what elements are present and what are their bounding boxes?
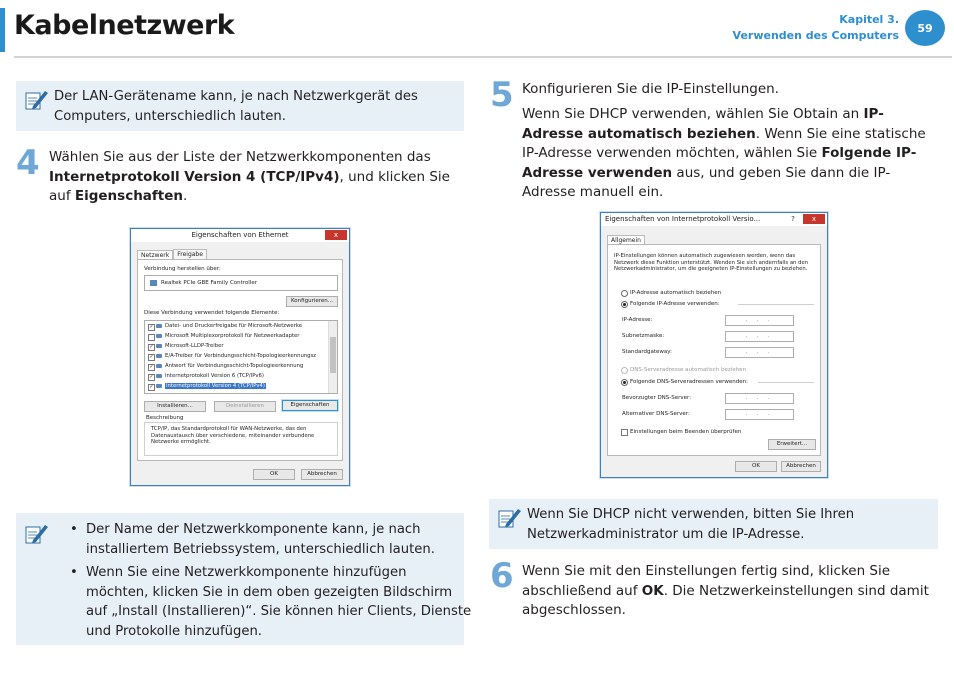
- checkbox[interactable]: ✓: [149, 373, 154, 380]
- list-item[interactable]: [145, 321, 337, 331]
- note-box-lan-name: [16, 81, 464, 131]
- subnet-mask-input[interactable]: . . .: [725, 331, 794, 342]
- ok-button[interactable]: OK: [735, 461, 777, 472]
- list-item-label: Internetprotokoll Version 6 (TCP/IPv6): [165, 373, 264, 379]
- component-icon: [156, 364, 162, 368]
- description-group: [144, 422, 338, 456]
- validate-label: Einstellungen beim Beenden überprüfen: [630, 429, 742, 435]
- group-divider: [758, 382, 814, 383]
- description-label: Beschreibung: [146, 415, 184, 421]
- note-pencil-icon: [23, 87, 49, 113]
- step-4-text: [49, 148, 464, 207]
- dialog-titlebar: [601, 213, 827, 226]
- note-pencil-icon: [496, 505, 522, 531]
- list-item-label: Microsoft Multiplexorprotokoll für Netzwerkadapter: [165, 333, 300, 339]
- auto-dns-label: DNS-Serveradresse automatisch beziehen: [630, 367, 747, 373]
- header-divider: [14, 56, 952, 58]
- note-bullet-list: [70, 520, 472, 645]
- list-item[interactable]: [145, 341, 337, 351]
- radio-manual-dns[interactable]: [621, 379, 628, 386]
- auto-ip-label: IP-Adresse automatisch beziehen: [630, 290, 722, 296]
- step-6-text: [522, 562, 937, 621]
- preferred-dns-label: Bevorzugter DNS-Server:: [622, 395, 692, 401]
- ip-address-input[interactable]: . . .: [725, 315, 794, 326]
- step-6-text-b: . Die Netzwerkeinstellungen sind damit abgeschlossen.: [522, 582, 929, 618]
- list-item-label: Internetprotokoll Version 4 (TCP/IPv4): [166, 383, 265, 389]
- install-button[interactable]: Installieren...: [144, 401, 206, 412]
- component-icon: [156, 374, 162, 378]
- description-text: TCP/IP, das Standardprotokoll für WAN-Netzwerke, das den Datenaustausch über verschiedene, miteinander verbundene Netzwerke ermöglicht.: [151, 426, 315, 445]
- help-button[interactable]: ?: [791, 215, 795, 223]
- step-4-bold-b: Eigenschaften: [74, 188, 184, 204]
- chapter-name: Verwenden des Computers: [732, 29, 899, 42]
- tab-strip: [137, 249, 207, 259]
- component-icon: [156, 334, 162, 338]
- list-item: • Wenn Sie eine Netzwerkkomponente hinzufügen möchten, klicken Sie in dem oben gezeigten Bildschirm auf „Install (Installieren)“. Sie können hier Clients, Dienste und Protokolle hinzufügen.: [86, 563, 472, 641]
- list-item-label: Microsoft-LLDP-Treiber: [165, 343, 224, 349]
- step-5-bold-a: IP-Adresse automatisch beziehen: [522, 106, 884, 142]
- step-4-text-a: Wählen Sie aus der Liste der Netzwerkkomponenten das: [49, 149, 431, 165]
- component-icon: [156, 354, 162, 358]
- step-5-intro: Konfigurieren Sie die IP-Einstellungen.: [522, 81, 779, 97]
- uninstall-button[interactable]: Deinstallieren: [214, 401, 276, 412]
- tab-allgemein[interactable]: Allgemein: [607, 235, 645, 245]
- list-item[interactable]: [145, 331, 337, 341]
- configure-button[interactable]: Konfigurieren...: [286, 296, 338, 307]
- ok-button[interactable]: OK: [253, 469, 295, 480]
- radio-auto-ip[interactable]: [621, 290, 628, 297]
- items-list-label: Diese Verbindung verwendet folgende Elemente:: [144, 310, 280, 316]
- step-5-bold-b: Folgende IP-Adresse verwenden: [522, 145, 917, 181]
- dialog-title: Eigenschaften von Ethernet: [191, 231, 289, 239]
- list-item-label: Datei- und Druckerfreigabe für Microsoft-Netzwerke: [165, 323, 302, 329]
- note-box-dhcp: [489, 499, 938, 549]
- dialog-titlebar: [131, 229, 349, 242]
- step-4-bold-a: Internetprotokoll Version 4 (TCP/IPv4): [49, 168, 340, 185]
- step-4-text-b: , und klicken Sie auf: [49, 168, 450, 204]
- checkbox[interactable]: ✓: [149, 353, 154, 360]
- note-text: Der LAN-Gerätename kann, je nach Netzwerkgerät des Computers, unterschiedlich lauten.: [54, 89, 418, 124]
- checkbox[interactable]: ✓: [149, 363, 154, 370]
- ip-address-label: IP-Adresse:: [622, 317, 653, 323]
- step-5-text-c: aus, und geben Sie dann die IP-Adresse manuell ein.: [522, 164, 891, 200]
- chapter-label: [733, 12, 899, 44]
- alternate-dns-label: Alternativer DNS-Server:: [622, 411, 690, 417]
- page-title: Kabelnetzwerk: [14, 10, 235, 41]
- page-number-badge: 59: [905, 10, 945, 46]
- component-icon: [156, 344, 162, 348]
- note-pencil-icon: [23, 521, 49, 547]
- group-divider: [738, 304, 814, 305]
- tab-panel-netzwerk: [137, 259, 343, 461]
- list-item[interactable]: [145, 351, 337, 361]
- step-4-text-c: .: [183, 188, 188, 204]
- validate-checkbox[interactable]: [621, 429, 628, 436]
- checkbox[interactable]: ✓: [149, 323, 154, 330]
- network-adapter-icon: [150, 280, 157, 286]
- subnet-mask-label: Subnetzmaske:: [622, 333, 665, 339]
- step-number-5: 5: [490, 75, 514, 115]
- step-5-text-b: . Wenn Sie eine statische IP-Adresse verwenden möchten, wählen Sie: [522, 125, 926, 161]
- adapter-name: Realtek PCIe GBE Family Controller: [161, 280, 258, 286]
- step-5-text: [522, 105, 937, 203]
- list-item-label: Antwort für Verbindungsschicht-Topologieerkennung: [165, 363, 304, 369]
- info-text: IP-Einstellungen können automatisch zugewiesen werden, wenn das Netzwerk diese Funktion unterstützt. Wenden Sie sich andernfalls an den Netzwerkadministrator, um die geeigneten IP-Einstellungen zu beziehen.: [614, 253, 809, 272]
- list-item[interactable]: [145, 371, 337, 381]
- close-button[interactable]: x: [325, 230, 347, 240]
- list-item-selected[interactable]: [145, 381, 337, 391]
- gateway-input[interactable]: . . .: [725, 347, 794, 358]
- radio-manual-ip[interactable]: [621, 301, 628, 308]
- step-6-bold-a: OK: [641, 582, 664, 599]
- connect-using-label: Verbindung herstellen über:: [144, 266, 221, 272]
- list-item: • Der Name der Netzwerkkomponente kann, je nach installiertem Betriebssystem, unterschiedlich lauten.: [86, 520, 472, 559]
- ethernet-properties-dialog: [130, 228, 350, 486]
- list-item-label: E/A-Treiber für Verbindungsschicht-Topologieerkennungsz: [165, 353, 317, 359]
- tab-freigabe[interactable]: Freigabe: [173, 249, 207, 259]
- chapter-number: Kapitel 3.: [839, 13, 899, 26]
- step-number-6: 6: [490, 556, 514, 596]
- alternate-dns-input[interactable]: . . .: [725, 409, 794, 420]
- cancel-button[interactable]: Abbrechen: [301, 469, 343, 480]
- component-icon: [156, 324, 162, 328]
- properties-button[interactable]: Eigenschaften: [282, 400, 338, 411]
- list-item[interactable]: [145, 361, 337, 371]
- preferred-dns-input[interactable]: . . .: [725, 393, 794, 404]
- tab-netzwerk[interactable]: Netzwerk: [137, 250, 173, 260]
- close-button[interactable]: x: [803, 214, 825, 224]
- advanced-button[interactable]: Erweitert...: [768, 439, 816, 450]
- step-5-text-a: Wenn Sie DHCP verwenden, wählen Sie Obtain an: [522, 106, 864, 122]
- header-accent-bar: [0, 8, 5, 52]
- list-scrollbar[interactable]: [328, 321, 337, 393]
- manual-ip-label: Folgende IP-Adresse verwenden:: [630, 301, 720, 307]
- checkbox[interactable]: [148, 334, 155, 341]
- tab-strip: [607, 234, 645, 244]
- radio-auto-dns[interactable]: [621, 367, 628, 374]
- scrollbar-thumb[interactable]: [330, 337, 336, 373]
- checkbox[interactable]: ✓: [149, 343, 154, 350]
- step-6-text-a: Wenn Sie mit den Einstellungen fertig sind, klicken Sie abschließend auf: [522, 563, 891, 599]
- checkbox[interactable]: ✓: [149, 383, 154, 390]
- note-text: Wenn Sie DHCP nicht verwenden, bitten Sie Ihren Netzwerkadministrator um die IP-Adresse.: [527, 507, 855, 542]
- network-components-list[interactable]: [144, 320, 338, 394]
- dialog-title: Eigenschaften von Internetprotokoll Versio...: [605, 215, 761, 223]
- ipv4-properties-dialog: [600, 212, 828, 478]
- adapter-field: [144, 275, 338, 291]
- tab-panel-allgemein: [607, 244, 821, 456]
- component-icon: [156, 384, 162, 388]
- cancel-button[interactable]: Abbrechen: [781, 461, 821, 472]
- step-number-4: 4: [16, 143, 40, 183]
- note-box-components: [16, 513, 472, 645]
- gateway-label: Standardgateway:: [622, 349, 672, 355]
- manual-dns-label: Folgende DNS-Serveradressen verwenden:: [630, 379, 748, 385]
